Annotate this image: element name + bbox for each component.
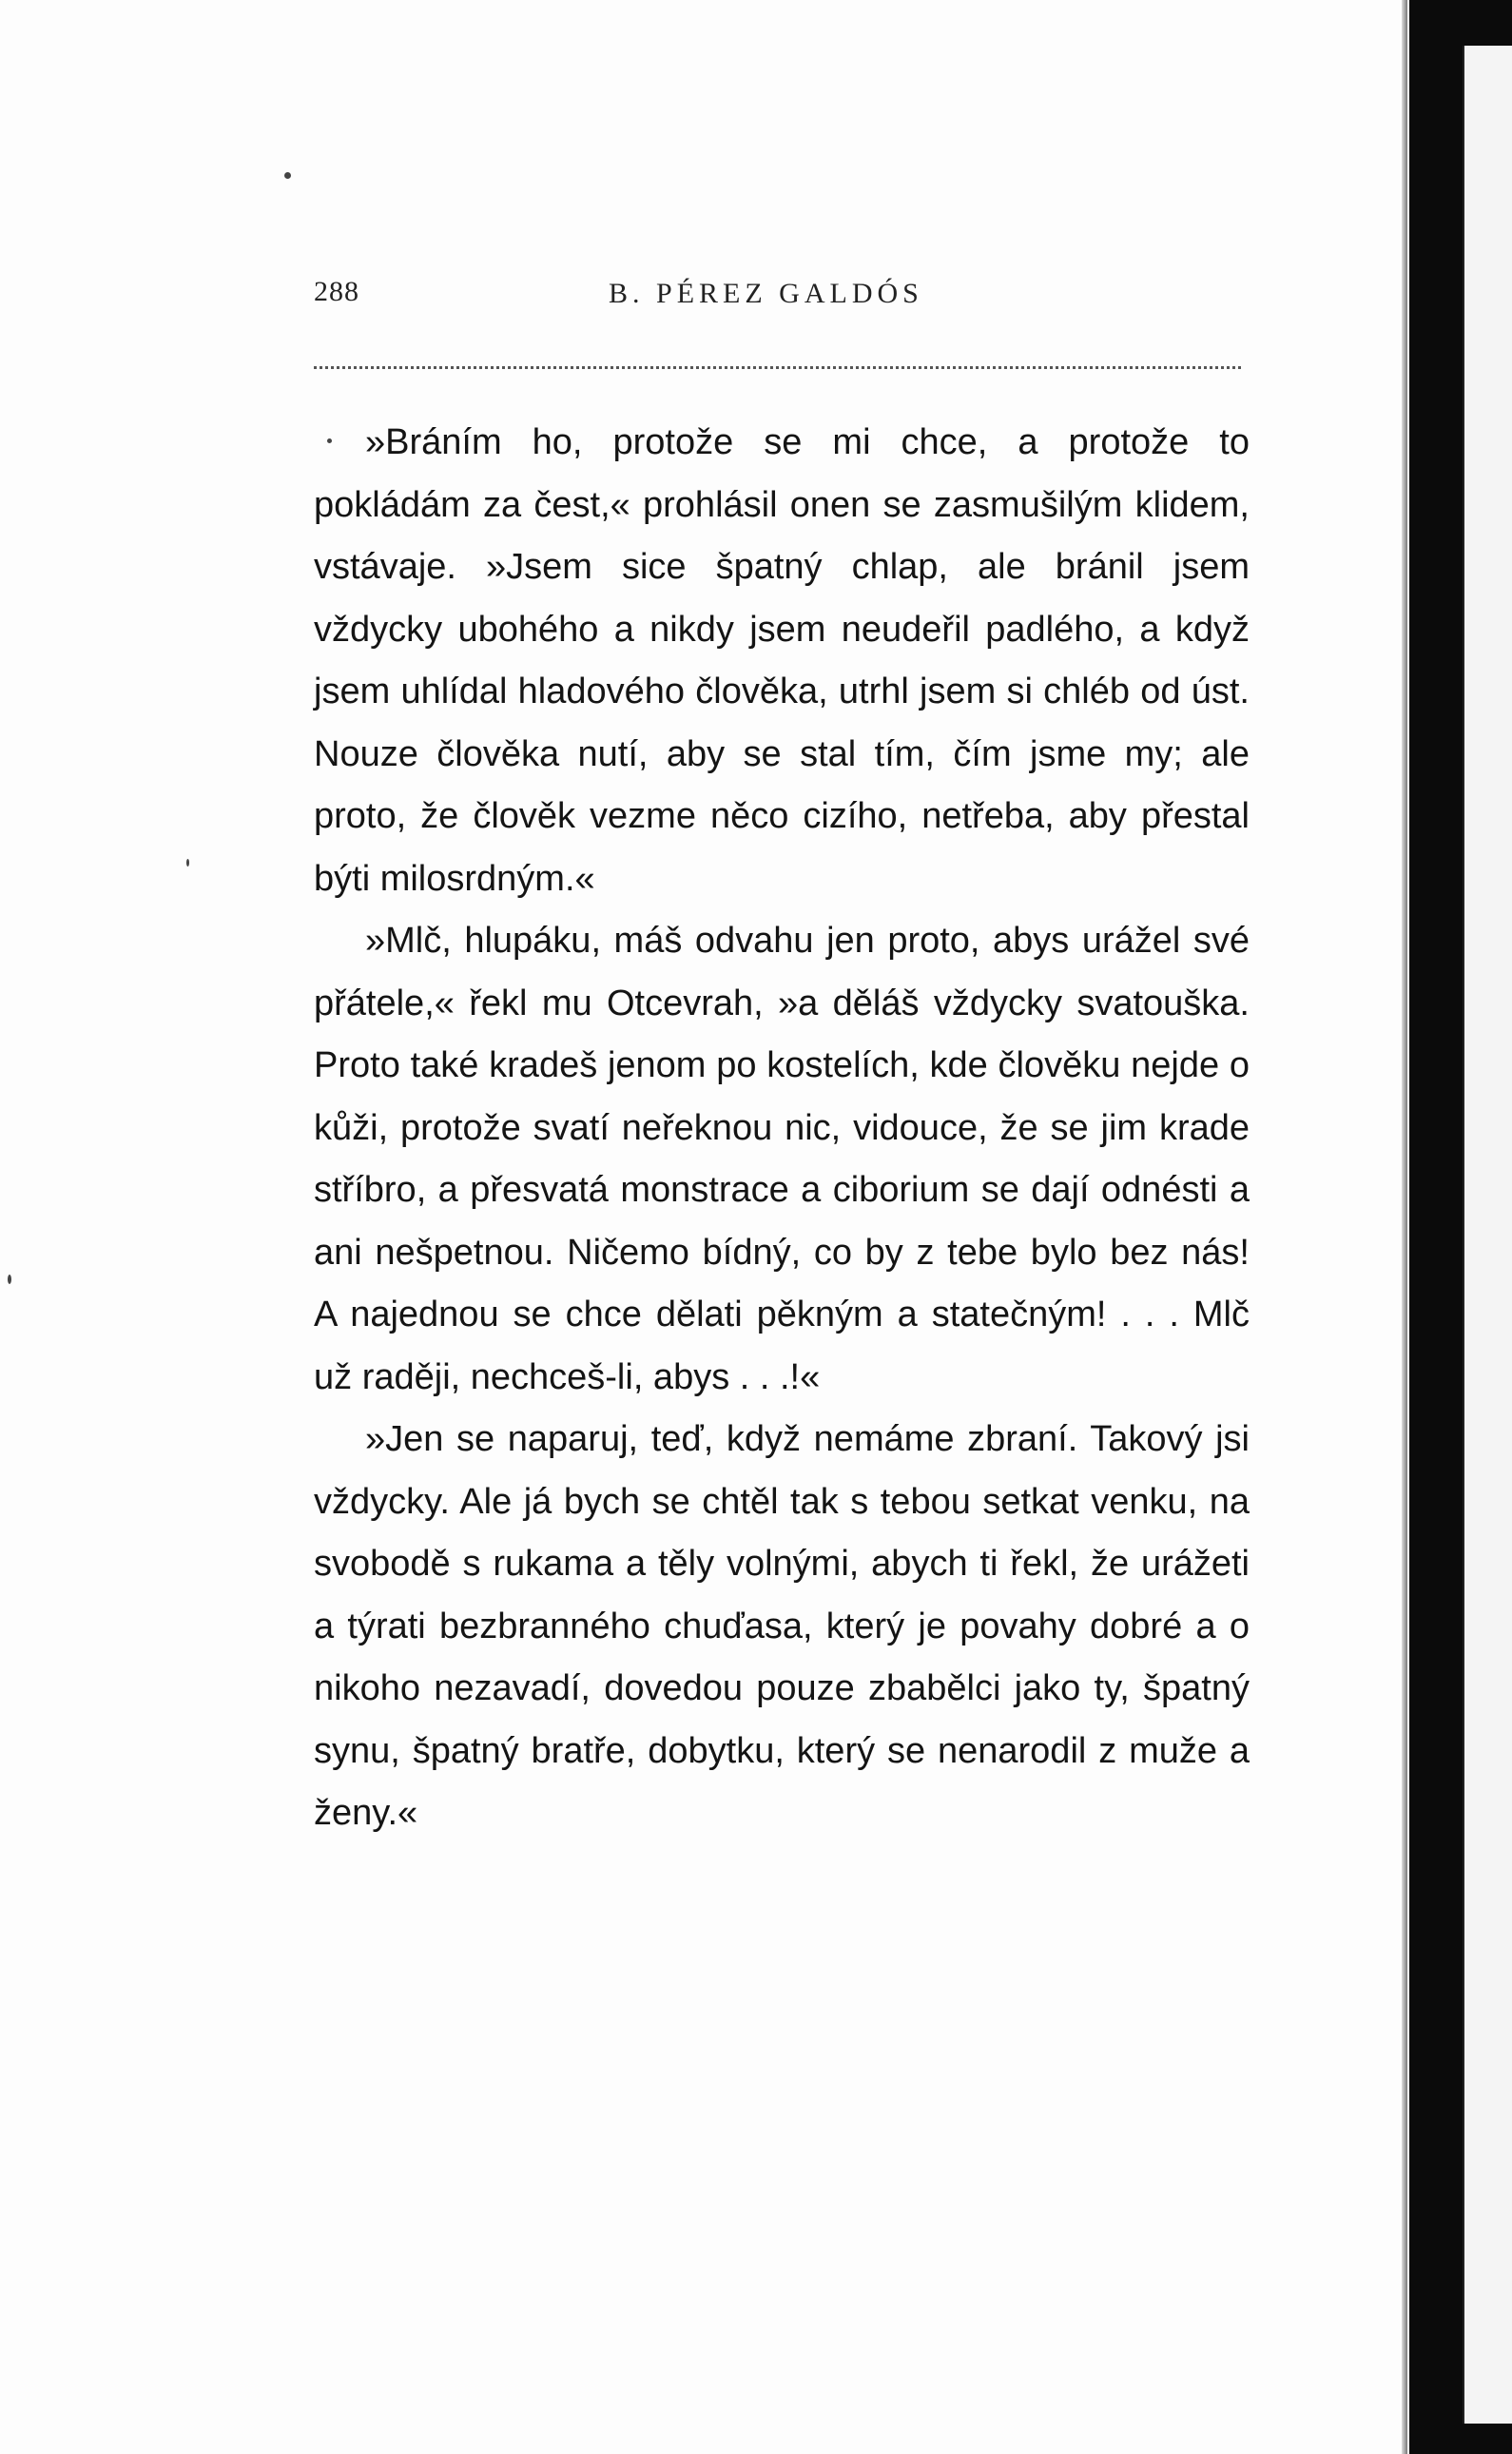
print-speck — [186, 859, 189, 867]
print-speck — [8, 1275, 11, 1284]
paragraph: »Bráním ho, protože se mi chce, a protože to pokládám za čest,« prohlásil onen se zasmušilým klidem, vstávaje. »Jsem sice špatný chlap, ale bránil jsem vždycky ubohého a nikdy jsem neudeřil padlého, a když jsem uhlídal hladového člověka, utrhl jsem si chléb od úst. Nouze člověka nutí, aby se stal tím, čím jsme my; ale proto, že člověk vezme něco cizího, netřeba, aby přestal býti milosrdným.« — [314, 422, 1250, 899]
running-title: B. PÉREZ GALDÓS — [609, 278, 923, 309]
page-gutter-shadow — [1402, 0, 1407, 2454]
page-number: 288 — [314, 276, 359, 307]
print-speck — [284, 172, 291, 179]
paragraph: »Jen se naparuj, teď, když nemáme zbraní. Takový jsi vždycky. Ale já bych se chtěl tak s tebou setkat venku, na svobodě s rukama a těly volnými, abych ti řekl, že urážeti a týrati bezbranného chuďasa, který je povahy dobré a o nikoho nezavadí, dovedou pouze zbabělci jako ty, špatný synu, špatný bratře, dobytku, který se nenarodil z muže a ženy.« — [314, 1419, 1250, 1833]
next-page-edge — [1463, 46, 1512, 2424]
header-rule — [314, 366, 1241, 369]
running-header — [314, 276, 1246, 323]
paragraph: »Mlč, hlupáku, máš odvahu jen proto, abys urážel své přátele,« řekl mu Otcevrah, »a děláš vždycky svatouška. Proto také kradeš jenom po kostelích, kde člověku nejde o kůži, protože svatí neřeknou nic, vidouce, že se jim krade stříbro, a přesvatá monstrace a ciborium se dají odnésti a ani nešpetnou. Ničemo bídný, co by z tebe bylo bez nás! A najednou se chce dělati pěkným a statečným! . . . Mlč už raději, nechceš-li, abys . . .!« — [314, 921, 1250, 1397]
body-text — [314, 412, 1250, 1845]
